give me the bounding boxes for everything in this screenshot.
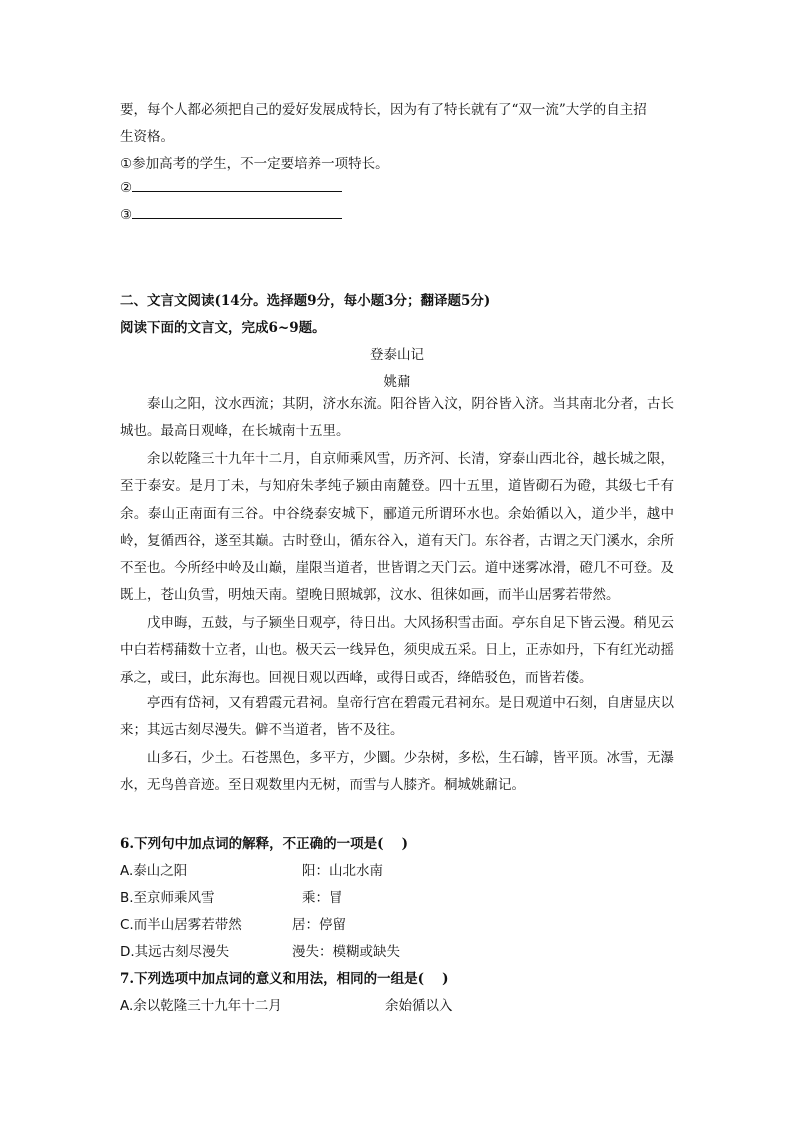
q6-option-d[interactable]: D.其远古刻尽漫失	[120, 944, 230, 960]
intro-line-2: 生资格。	[120, 129, 174, 145]
passage-title: 登泰山记	[370, 347, 424, 363]
intro-item-2	[120, 179, 342, 196]
question-7-stem: 7.下列选项中加点词的意义和用法，相同的一组是( )	[120, 971, 449, 987]
question-6-stem: 6.下列句中加点词的解释，不正确的一项是( )	[120, 836, 409, 852]
intro-line-1: 要，每个人都必须把自己的爱好发展成特长，因为有了特长就有了“双一流”大学的自主招	[120, 102, 647, 118]
intro-item-3	[120, 206, 342, 223]
q6-option-c-gloss: 居：停留	[292, 917, 346, 933]
answer-blank-2[interactable]	[132, 179, 342, 192]
q6-option-d-gloss: 漫失：模糊或缺失	[292, 944, 400, 960]
answer-blank-3[interactable]	[132, 206, 342, 219]
passage-paragraph-2: 余以乾隆三十九年十二月，自京师乘风雪，历齐河、长清，穿泰山西北谷，越长城之限，至于泰安。是月丁未，与知府朱孝纯子颍由南麓登。四十五里，道皆砌石为磴，其级七千有余。泰山正南面有三谷。中谷绕泰安城下，郦道元所谓环水也。余始循以入，道少半，越中岭，复循西谷，遂至其巅。古时登山，循东谷入，道有天门。东谷者，古谓之天门溪水，余所不至也。今所经中岭及山巅，崖限当道者，世皆谓之天门云。道中迷雾冰滑，磴几不可登。及既上，苍山负雪，明烛天南。望晚日照城郭，汶水、徂徕如画，而半山居雾若带然。	[120, 451, 674, 604]
q7-option-a-left[interactable]: A.余以乾隆三十九年十二月	[120, 998, 282, 1014]
q7-option-a-right: 余始循以入	[385, 998, 453, 1014]
q6-option-a[interactable]: A.泰山之阳	[120, 863, 188, 879]
passage-paragraph-5: 山多石，少土。石苍黑色，多平方，少圜。少杂树，多松，生石罅，皆平顶。冰雪，无瀑水，无鸟兽音迹。至日观数里内无树，而雪与人膝齐。桐城姚鼐记。	[120, 750, 674, 794]
passage-author: 姚鼐	[383, 374, 411, 390]
passage-paragraph-4: 亭西有岱祠，又有碧霞元君祠。皇帝行宫在碧霞元君祠东。是日观道中石刻，自唐显庆以来；其远古刻尽漫失。僻不当道者，皆不及往。	[120, 695, 674, 739]
q6-option-b-gloss: 乘：冒	[302, 890, 343, 906]
section-2-heading: 二、文言文阅读(14分。选择题9分，每小题3分；翻译题5分)	[120, 293, 491, 309]
item-3-marker: ③	[120, 207, 133, 223]
q6-option-b[interactable]: B.至京师乘风雪	[120, 890, 215, 906]
passage-paragraph-3: 戊申晦，五鼓，与子颍坐日观亭，待日出。大风扬积雪击面。亭东自足下皆云漫。稍见云中白若樗蒱数十立者，山也。极天云一线异色，须臾成五采。日上，正赤如丹，下有红光动摇承之，或曰，此东海也。回视日观以西峰，或得日或否，绛皓驳色，而皆若偻。	[120, 615, 674, 686]
section-2-instruction: 阅读下面的文言文，完成6~9题。	[120, 320, 326, 336]
passage-paragraph-1: 泰山之阳，汶水西流；其阴，济水东流。阳谷皆入汶，阴谷皆入济。当其南北分者，古长城也。最高日观峰，在长城南十五里。	[120, 396, 674, 440]
intro-item-1: ①参加高考的学生，不一定要培养一项特长。	[120, 156, 389, 172]
item-2-marker: ②	[120, 180, 133, 196]
q6-option-a-gloss: 阳：山北水南	[302, 863, 383, 879]
q6-option-c[interactable]: C.而半山居雾若带然	[120, 917, 242, 933]
